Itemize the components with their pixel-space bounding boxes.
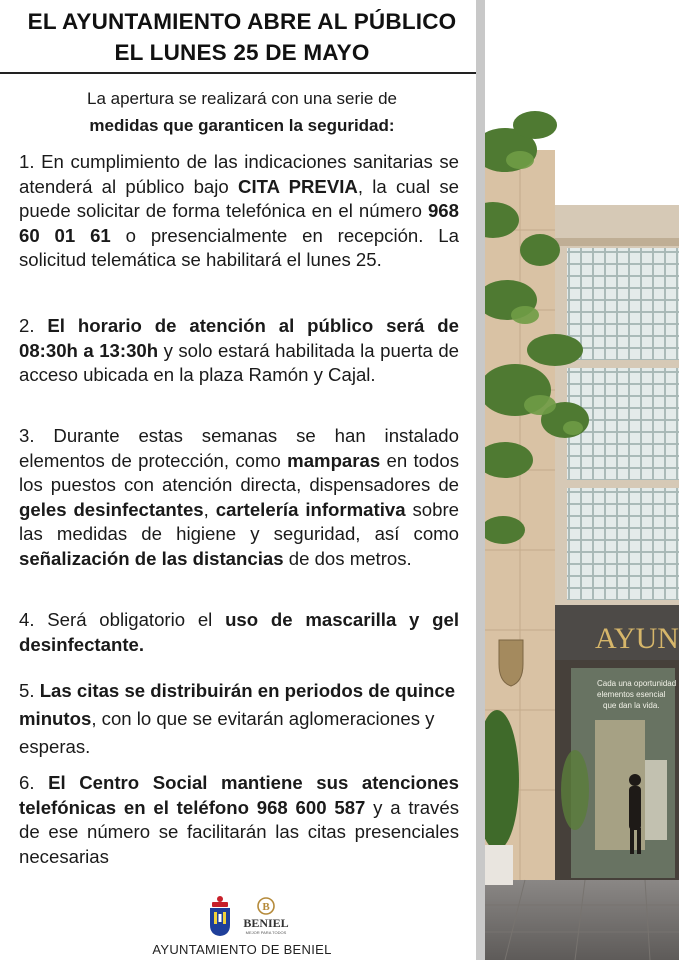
intro-line-1: La apertura se realizará con una serie de (87, 89, 397, 108)
page-title (0, 6, 484, 68)
svg-text:elementos esencial: elementos esencial (597, 690, 666, 699)
svg-text:Cada una oportunidad: Cada una oportunidad (597, 679, 677, 688)
intro-line-2: medidas que garanticen la seguridad: (89, 116, 395, 135)
building-illustration (485, 0, 679, 960)
measure-item-3: 3. Durante estas semanas se han instalado elementos de protección, como mamparas en todos los puestos con atención directa, dispensadores de geles desinfectantes, cartelería informativa sobre las medidas de higiene y seguridad, así como señalización de las distancias de dos metros. (19, 425, 460, 569)
coat-of-arms-icon (208, 895, 232, 937)
beniel-logo-icon (240, 897, 292, 937)
measure-item-5: 5. Las citas se distribuirán en periodos de quince minutos, con lo que se evitarán aglomeraciones y esperas. (19, 680, 456, 757)
measure-item-1: 1. En cumplimiento de las indicaciones sanitarias se atenderá al público bajo CITA PREVIA, la cual se puede solicitar de forma telefónica en el número 968 60 01 61 o presencialmente en recepción. La solicitud telemática se habilitará el lunes 25. (19, 151, 460, 271)
title-line-2: EL LUNES 25 DE MAYO (114, 40, 370, 65)
footer-org-name: AYUNTAMIENTO DE BENIEL (152, 942, 332, 957)
measure-item-6: 6. El Centro Social mantiene sus atenciones telefónicas en el teléfono 968 600 587 y a través de ese número se facilitarán las citas presenciales necesarias (19, 772, 459, 867)
svg-text:AYUN: AYUN (595, 622, 679, 655)
svg-text:B: B (262, 901, 270, 913)
measure-item-2: 2. El horario de atención al público será de 08:30h a 13:30h y solo estará habilitada la puerta de acceso ubicada en la plaza Ramón y Cajal. (19, 315, 460, 386)
svg-text:BENIEL: BENIEL (243, 916, 289, 930)
intro-text (0, 85, 484, 139)
svg-text:MEJOR PARA TODOS: MEJOR PARA TODOS (245, 930, 287, 935)
svg-text:que dan la vida.: que dan la vida. (603, 701, 660, 710)
title-line-1: EL AYUNTAMIENTO ABRE AL PÚBLICO (27, 9, 457, 34)
footer-logos (0, 893, 484, 941)
title-divider (0, 72, 484, 74)
column-divider (476, 0, 485, 960)
town-hall-photo (485, 0, 679, 960)
measure-item-4: 4. Será obligatorio el uso de mascarilla y gel desinfectante. (19, 609, 459, 655)
